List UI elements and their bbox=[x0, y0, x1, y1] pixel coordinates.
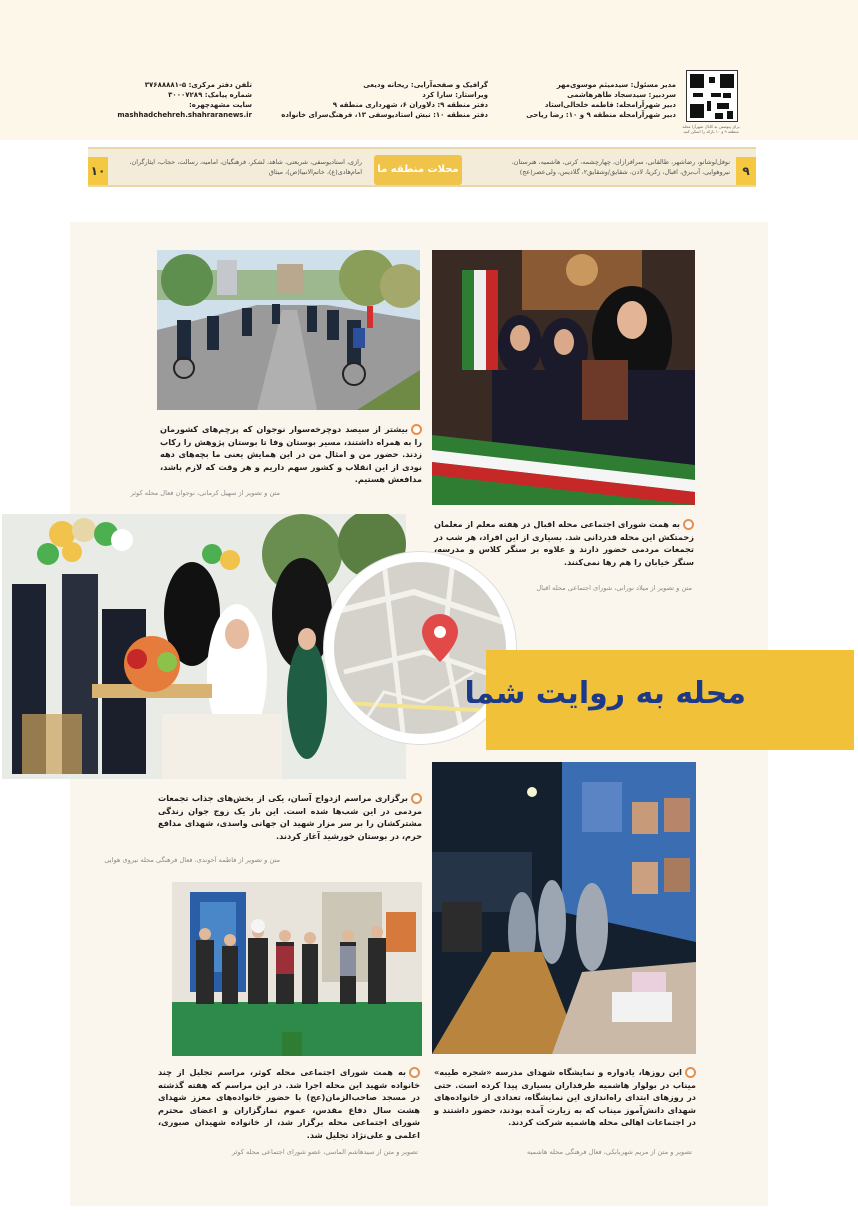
photo-teachers bbox=[432, 250, 695, 505]
story-caption bbox=[434, 1066, 696, 1129]
masthead-line: دبیر شهرآرامحله منطقه ۹ و ۱۰: رضا ریاحی bbox=[526, 111, 676, 119]
masthead-contact bbox=[117, 80, 252, 120]
story-text: برگزاری مراسم ازدواج آسان، یکی از بخش‌های جذاب تجمعات مردمی در این شب‌ها شده است. این بار یک زوج جوان زندگی مشترکشان را بر سر مزار شهید ان جهانی واسدی، شهدای مدافع حرم، در بوستان خورشید آغاز کردند. bbox=[158, 793, 422, 841]
story-caption bbox=[160, 423, 422, 486]
story-text: به همت شورای اجتماعی محله کوثر، مراسم تجلیل از چند خانواده شهید این محله اجرا شد. در این مراسم که هفته گذشته در مسجد صاحب‌الزمان(عج) با حضور خانواده‌های معزز شهدای هشت سال دفاع مقدس، عموم نمازگزاران و اعضای محترم شورای اجتماعی محله برگزار شد، از خانواده شهیدان صبوری، اعلمی و علی‌نژاد تجلیل شد. bbox=[158, 1067, 420, 1140]
masthead-line: شماره پیامک: ۳۰۰۰۷۲۸۹ bbox=[168, 91, 252, 99]
masthead-line: سایت مشهدچهره: bbox=[188, 101, 252, 109]
region-bar bbox=[88, 147, 756, 187]
photo-cyclists bbox=[157, 250, 420, 410]
masthead-staff bbox=[526, 80, 676, 120]
region-10-neighborhoods: رازی، استادیوسفی، شریعتی، شاهد، لشکر، فرهنگیان، امامیه، رسالت، حجاب، ایثارگران، امام‌هادی(ع)، خاتم‌الانبیا(ص)، میثاق bbox=[129, 158, 362, 176]
masthead-offices bbox=[281, 80, 488, 120]
region-number-right: ۹ bbox=[736, 157, 756, 185]
bullet-icon bbox=[683, 519, 694, 530]
masthead-line: مدیر مسئول: سیدمیثم موسوی‌مهر bbox=[556, 81, 676, 89]
story-credit: متن و تصویر از فاطمه آخوندی، فعال فرهنگی محله نیروی هوایی bbox=[104, 856, 280, 864]
masthead-line: دبیر شهرآرامحله: فاطمه خلخالی‌استاد bbox=[544, 101, 676, 109]
photo-ceremony bbox=[172, 882, 422, 1056]
banner-title: محله به روایت شما bbox=[464, 676, 746, 711]
bullet-icon bbox=[411, 793, 422, 804]
story-text: بیشتر از سیصد دوچرخه‌سوار نوجوان که پرچم‌های کشورمان را به همراه داشتند، مسیر بوستان وفا تا بوستان پژوهش را رکاب زدند. حضور من و امثال من در این همایش یعنی ما بچه‌های دهه نودی از این انقلاب و کشور سهم داریم و هر وقت که لازم باشد، مدافعش هستیم. bbox=[160, 424, 422, 485]
bullet-icon bbox=[685, 1067, 696, 1078]
website-link[interactable]: mashhadchehreh.shahraranews.ir bbox=[117, 111, 252, 119]
masthead-line: ویراستار: سارا کرد bbox=[422, 91, 488, 99]
story-credit: تصویر و متن از سیدهاشم الماسی، عضو شورای اجتماعی محله کوثر bbox=[231, 1148, 418, 1156]
masthead bbox=[0, 0, 858, 140]
photo-exhibition bbox=[432, 762, 696, 1054]
story-credit: متن و تصویر از میلاد نورانی، شورای اجتماعی محله اقبال bbox=[536, 584, 692, 592]
bullet-icon bbox=[409, 1067, 420, 1078]
qr-caption: برای پیوستن به کانال شهرآرا محله منطقه ۹ و ۱۰ بارکد را اسکن کنید bbox=[682, 124, 740, 134]
story-text: به همت شورای اجتماعی محله اقبال در هفته معلم از معلمان زحمتکش این محله قدردانی شد. بسیاری از این افراد، هر شب در تجمعات مردمی حضور دارند و علاوه بر سنگر کلاس و مدرسه، سنگر خیابان را هم رها نمی‌کنند. bbox=[434, 519, 694, 567]
masthead-line: تلفن دفتر مرکزی: ۵-۳۷۶۸۸۸۸۱ bbox=[144, 81, 252, 89]
masthead-line: سردبیر: سیدسجاد طاهرهاشمی bbox=[567, 91, 676, 99]
masthead-line: گرافیک و صفحه‌آرایی: ریحانه ودیعی bbox=[363, 81, 488, 89]
section-title: محلات منطقه ما bbox=[374, 155, 462, 185]
story-caption bbox=[158, 792, 422, 842]
story-credit: متن و تصویر از سهیل کرمانی، نوجوان فعال محله کوثر bbox=[130, 489, 280, 497]
region-9-neighborhoods: نوفل‌لوشاتو، رضاشهر، طالقانی، سرافرازان، چهارچشمه، کرتی، هاشمیه، هنرستان، نیروهوایی، آب‌برق، اقبال، زکریا، لادن، شقایق/وشقایق۲، گلادیس، ولی‌عصر(عج) bbox=[511, 158, 730, 176]
story-caption bbox=[158, 1066, 420, 1142]
region-number-left: ۱۰ bbox=[88, 157, 108, 185]
masthead-line: دفتر منطقه ۱۰: نبش استادیوسفی ۱۳، فرهنگ‌سرای خانواده bbox=[281, 111, 488, 119]
bullet-icon bbox=[411, 424, 422, 435]
story-credit: تصویر و متن از مریم شهربابکی، فعال فرهنگی محله هاشمیه bbox=[527, 1148, 692, 1156]
masthead-line: دفتر منطقه ۹: دلاوران ۶، شهرداری منطقه ۹ bbox=[332, 101, 488, 109]
qr-code[interactable] bbox=[686, 70, 738, 122]
section-banner bbox=[464, 650, 854, 750]
story-text: این روزها، یادواره و نمایشگاه شهدای مدرسه «شجره طیبه» میناب در بولوار هاشمیه طرفداران بسیاری پیدا کرده است. حتی در روزهای ابتدای راه‌اندازی این نمایشگاه، تعدادی از خانواده‌های شهدای دانش‌آموز میناب که به زیارت آمده بودند، حضور داشتند و در اجتماعات اهالی محله هاشمیه شرکت کردند. bbox=[434, 1067, 696, 1128]
